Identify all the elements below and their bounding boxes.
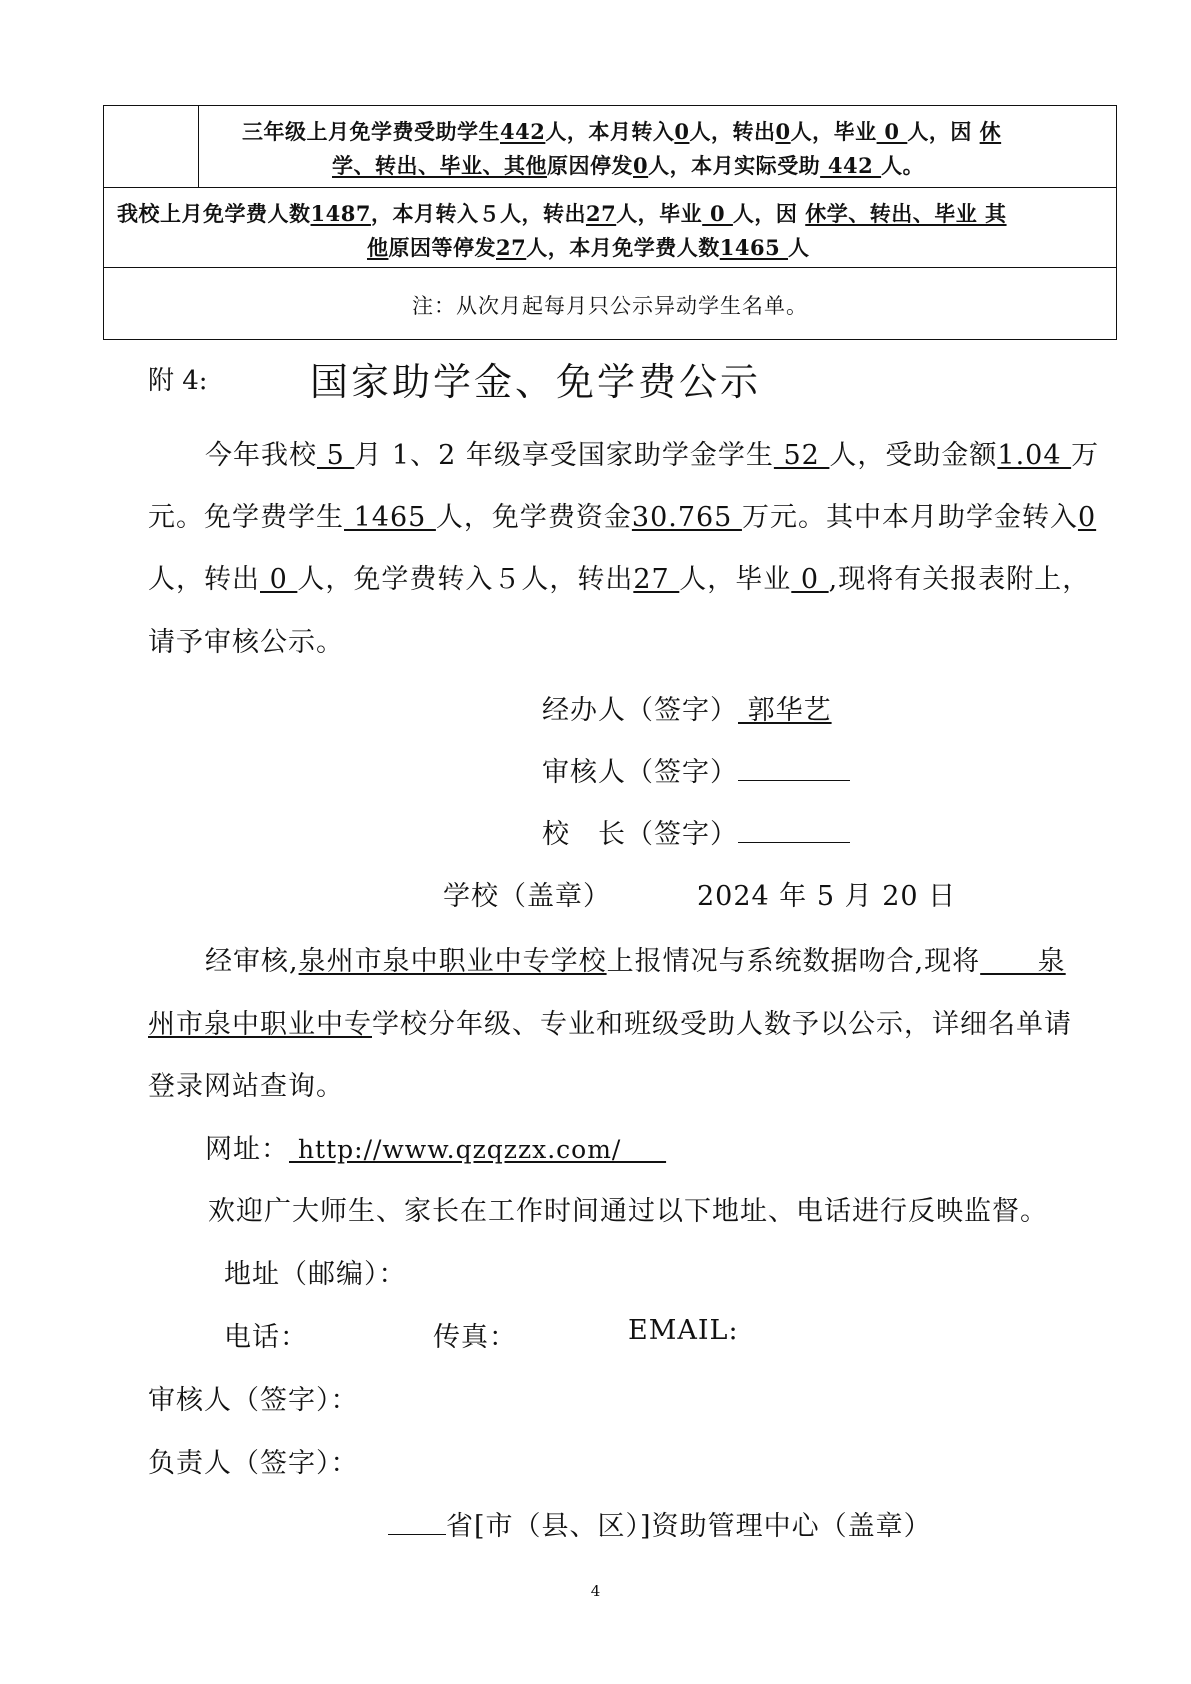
reviewer-signature: [542, 750, 850, 789]
value: 0: [791, 564, 829, 595]
school-seal-date: [443, 874, 956, 913]
center-seal: [388, 1504, 932, 1543]
text: 人，转出: [689, 119, 776, 144]
handler-label: 经办人（签字）: [542, 695, 738, 726]
text: 人，本月转入: [545, 119, 675, 144]
text: 经审核,: [205, 946, 299, 977]
value: 0: [775, 119, 791, 144]
value: 1465: [344, 502, 436, 533]
handler-name: 郭华艺: [738, 695, 832, 726]
value: 30.765: [631, 502, 742, 533]
text: 人: [788, 235, 810, 260]
row1-line2: [332, 150, 924, 180]
email-label: EMAIL:: [628, 1315, 739, 1346]
row2-line1: [117, 198, 1007, 228]
fax-label: 传真：: [433, 1322, 517, 1353]
value: 0: [674, 119, 690, 144]
text: 人，免学费资金: [435, 502, 632, 533]
text: 上报情况与系统数据吻合,现将: [606, 946, 981, 977]
text: ，本月转入５人，转出: [370, 201, 586, 226]
date: 2024 年 5 月 20 日: [697, 881, 957, 912]
text: 万元。其中本月助学金转入: [741, 502, 1078, 533]
value: 52: [773, 440, 830, 471]
text: 今年我校: [205, 440, 317, 471]
text: 人，因: [732, 201, 806, 226]
text: 人，因: [907, 119, 980, 144]
school-name: 泉州市泉中职业中专学校: [298, 946, 607, 977]
website-label: 网址：: [205, 1134, 289, 1165]
value: 27: [496, 235, 527, 260]
principal-label: 校 长（签字）: [542, 819, 738, 850]
value: 27: [633, 564, 680, 595]
para1-line4: 请予审核公示。: [148, 627, 344, 658]
phone-label: 电话：: [224, 1322, 308, 1353]
value: 0: [1077, 502, 1097, 533]
value: 休学、转出、毕业 其: [805, 201, 1007, 226]
value: 1487: [310, 201, 371, 226]
text: 学校分年级、专业和班级受助人数予以公示，详细名单请: [372, 1009, 1072, 1040]
text: ,现将有关报表附上，: [828, 564, 1091, 595]
text: 人，毕业: [679, 564, 792, 595]
text: 人，免学费转入５人，转出: [297, 564, 634, 595]
school-name: 州市泉中职业中专: [148, 1009, 372, 1040]
value: 5: [317, 440, 355, 471]
reviewer-label: 审核人（签字）: [542, 757, 738, 788]
principal-signature: [542, 812, 850, 851]
value: 1.04: [997, 440, 1072, 471]
para2-line3: 登录网站查询。: [148, 1071, 344, 1102]
text: 三年级上月免学费受助学生: [242, 119, 500, 144]
para2-line2: [148, 1002, 1072, 1041]
value: 0: [876, 119, 908, 144]
value: 学、转出、毕业、其他: [332, 153, 547, 178]
signature-blank: [738, 753, 850, 781]
value: 1465: [719, 235, 788, 260]
table-row: [104, 268, 1116, 339]
school-name: 泉: [980, 946, 1066, 977]
value: 他: [367, 235, 389, 260]
table-row: [104, 188, 1116, 268]
province-blank: [388, 1507, 446, 1535]
website-line: [205, 1127, 666, 1166]
text: 元。免学费学生: [148, 502, 344, 533]
value: 442: [500, 119, 546, 144]
value: 0: [633, 153, 649, 178]
text: 月 1、2 年级享受国家助学金学生: [354, 440, 774, 471]
text: 原因等停发: [388, 235, 496, 260]
value: 0: [702, 201, 733, 226]
row2-line2: [367, 232, 810, 262]
table-cell-empty: [104, 106, 199, 187]
table-note: 注：从次月起每月只公示异动学生名单。: [412, 294, 808, 318]
text: 万: [1071, 440, 1100, 471]
value: 休: [979, 119, 1002, 144]
text: 人，转出: [148, 564, 260, 595]
text: 人，毕业: [616, 201, 703, 226]
center-label: 省[市（县、区）]资助管理中心（盖章）: [446, 1511, 932, 1542]
value: 442: [820, 153, 882, 178]
text: 我校上月免学费人数: [117, 201, 311, 226]
handler-signature: [542, 688, 832, 727]
page-title: 国家助学金、免学费公示: [310, 360, 762, 404]
row1-line1: [242, 116, 1001, 146]
text: 人，本月实际受助: [648, 153, 821, 178]
student-table: [103, 105, 1117, 340]
text: 人，本月免学费人数: [526, 235, 720, 260]
signature-blank: [738, 815, 850, 843]
reviewer-label-2: 审核人（签字）：: [148, 1385, 359, 1416]
para1-line3: [148, 557, 1090, 596]
para1-line1: [205, 433, 1099, 472]
school-seal-label: 学校（盖章）: [443, 881, 611, 912]
text: 人，受助金额: [829, 440, 998, 471]
value: 27: [585, 201, 617, 226]
page-number: 4: [590, 1582, 601, 1600]
attachment-label: 附 4:: [148, 366, 208, 396]
welcome-text: 欢迎广大师生、家长在工作时间通过以下地址、电话进行反映监督。: [208, 1196, 1048, 1227]
text: 人。: [881, 153, 925, 178]
address-label: 地址（邮编）：: [224, 1259, 407, 1290]
table-row: [104, 106, 1116, 188]
website-link[interactable]: http://www.qzqzzx.com/: [289, 1135, 667, 1164]
value: 0: [260, 564, 298, 595]
text: 人，毕业: [790, 119, 877, 144]
text: 原因停发: [547, 153, 633, 178]
para2-line1: [205, 939, 1066, 978]
para1-line2: [148, 495, 1096, 534]
responsible-label: 负责人（签字）：: [148, 1448, 359, 1479]
